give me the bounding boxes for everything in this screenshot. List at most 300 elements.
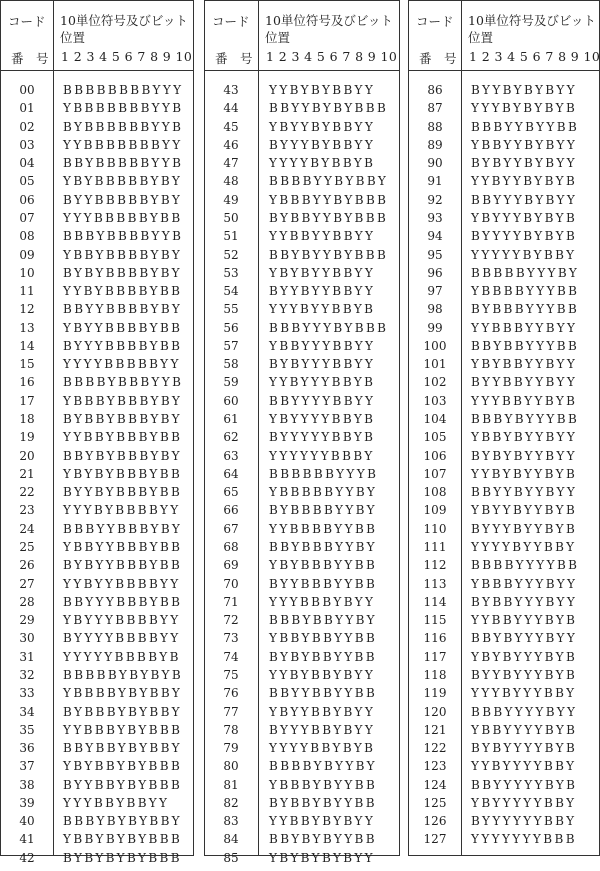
bit-pattern: YBYYYBBBBYY <box>63 613 181 628</box>
table-row <box>205 595 399 615</box>
code-number: 36 <box>19 741 35 756</box>
table-row <box>409 339 599 359</box>
table-row <box>1 741 193 761</box>
table-row <box>1 302 193 322</box>
code-table-column-1 <box>0 0 194 865</box>
code-number: 109 <box>423 503 447 518</box>
code-number: 23 <box>19 503 35 518</box>
bit-pattern: BBYBBYBYBBY <box>63 741 182 756</box>
bit-pattern: BBBYBYYYBB <box>471 412 580 427</box>
code-number: 75 <box>223 667 239 682</box>
table-row <box>1 467 193 487</box>
number-header: 番 号 <box>215 51 253 66</box>
code-number: 68 <box>223 540 239 554</box>
table-row <box>205 101 399 121</box>
code-number: 124 <box>423 777 447 792</box>
code-number: 115 <box>423 613 447 628</box>
unit-code-title: 10単位符号及びビット 位置 <box>265 13 393 45</box>
code-number: 105 <box>423 430 447 445</box>
code-number: 123 <box>423 759 447 774</box>
bit-pattern: YBYYYYYBBY <box>471 795 577 810</box>
bit-pattern: YBBYBBBBYBY <box>63 247 183 262</box>
table-row <box>1 668 193 688</box>
code-number: 104 <box>423 412 447 427</box>
bit-pattern: BBBBBBBBYYY <box>63 83 184 97</box>
code-number: 45 <box>223 119 239 134</box>
code-number: 76 <box>223 686 239 701</box>
bit-pattern: YBYYYBYBYB <box>471 210 578 225</box>
table-row <box>1 759 193 779</box>
bit-pattern: YBBBBBBBYYB <box>63 101 184 116</box>
code-number: 57 <box>223 338 239 353</box>
table-row <box>409 540 599 560</box>
table-row <box>409 248 599 268</box>
code-number: 14 <box>19 338 35 353</box>
table-row <box>205 394 399 414</box>
code-number: 95 <box>427 247 443 262</box>
table-row <box>205 759 399 779</box>
code-number: 126 <box>423 814 447 829</box>
bit-pattern: BYYBYYYBYB <box>471 667 578 682</box>
table-row <box>409 174 599 194</box>
table-row <box>205 613 399 633</box>
code-number: 32 <box>19 667 35 682</box>
table-row <box>1 796 193 816</box>
code-number: 97 <box>427 284 443 299</box>
code-number: 19 <box>19 430 35 445</box>
table-row <box>205 650 399 670</box>
table-row <box>205 631 399 651</box>
bit-pattern: BYYYBYYBYB <box>471 521 578 536</box>
code-number: 69 <box>223 558 239 573</box>
table-row <box>205 796 399 816</box>
table-row <box>205 430 399 450</box>
bit-pattern: BBYYBYYBYY <box>471 485 578 500</box>
bit-pattern: YBBBYYYBYY <box>471 576 578 591</box>
code-number: 110 <box>423 521 447 536</box>
table-row <box>1 339 193 359</box>
bit-pattern: BYBBYBBBYBY <box>63 412 182 427</box>
bit-pattern: YBYBYYYBYB <box>471 649 578 664</box>
table-row <box>409 138 599 158</box>
code-number: 46 <box>223 137 239 152</box>
code-number: 103 <box>423 393 447 408</box>
table-row <box>409 723 599 743</box>
table-row <box>409 778 599 798</box>
bit-pattern: YYYBBBYBYY <box>269 594 376 609</box>
bit-pattern: YYBBYYBBYY <box>269 229 376 244</box>
code-number: 65 <box>223 485 239 500</box>
bit-pattern: BBYYBBBBYBY <box>63 302 183 317</box>
table-row <box>409 430 599 450</box>
bit-pattern: BBYBBBYYBY <box>269 540 377 554</box>
bit-pattern: YBBBBYYYBB <box>471 284 580 299</box>
table-row <box>409 467 599 487</box>
table-row <box>1 321 193 341</box>
bit-pattern: YYYYBYYBBY <box>471 540 577 554</box>
bit-pattern: YYBYBBBBYBB <box>63 284 183 299</box>
code-number: 50 <box>223 210 239 225</box>
code-number: 113 <box>423 576 447 591</box>
bit-pattern: YYYYYBYBBY <box>471 247 577 262</box>
table-row <box>1 631 193 651</box>
code-number: 22 <box>19 485 35 500</box>
bit-pattern: YYYBBBBBYBB <box>63 210 183 225</box>
code-number: 78 <box>223 722 239 737</box>
bit-pattern: BBBYYYBYBBB <box>269 320 389 335</box>
code-number: 61 <box>223 412 239 427</box>
code-number: 96 <box>427 265 443 280</box>
code-number: 11 <box>19 284 35 299</box>
table-row <box>409 814 599 834</box>
code-number: 80 <box>223 759 239 774</box>
table-row <box>409 631 599 651</box>
table-row <box>1 485 193 505</box>
table-row <box>409 759 599 779</box>
bit-pattern: BBYYBYBYBBB <box>269 101 389 116</box>
table-row <box>205 138 399 158</box>
bit-pattern: YBYBYBYBYY <box>269 850 375 865</box>
unit-code-title: 10単位符号及びビット 位置 <box>468 13 596 45</box>
code-number: 51 <box>223 229 239 244</box>
code-number: 82 <box>223 795 239 810</box>
code-number: 73 <box>223 631 239 646</box>
bit-pattern: YYYBYBBBBYY <box>63 503 181 518</box>
table-row <box>205 832 399 852</box>
code-number: 56 <box>223 320 239 335</box>
code-number: 25 <box>19 540 35 554</box>
table-row <box>1 229 193 249</box>
bit-pattern: YBYBYBBBYBB <box>63 466 183 481</box>
code-number: 07 <box>19 210 35 225</box>
bit-pattern: YYBBBYYBYY <box>471 320 578 335</box>
code-header: コード <box>8 14 46 29</box>
code-number: 17 <box>19 393 35 408</box>
bit-pattern: BBYYYBYBYY <box>471 192 578 207</box>
bit-pattern: BBBBBYYYBY <box>471 265 580 280</box>
code-header: コード <box>212 14 250 29</box>
code-number: 83 <box>223 814 239 829</box>
bit-pattern: BBBYYYYBYY <box>471 704 578 719</box>
code-number: 77 <box>223 704 239 719</box>
table-row <box>409 668 599 688</box>
code-number: 00 <box>19 83 35 97</box>
bit-pattern: YYBYBBYBYY <box>269 667 376 682</box>
bit-pattern: YYBYBYYBYB <box>471 466 578 481</box>
table-row <box>205 83 399 103</box>
code-number: 55 <box>223 302 239 317</box>
code-number: 24 <box>19 521 35 536</box>
table-row <box>1 851 193 871</box>
table-row <box>1 540 193 560</box>
table-row <box>205 467 399 487</box>
table-row <box>205 156 399 176</box>
bit-pattern: BYYBBYYBYY <box>471 375 578 390</box>
bit-pattern: BYYYYYBBYB <box>269 430 376 445</box>
bit-pattern: YYBYYBYBYB <box>471 174 578 189</box>
bit-pattern: BBBBYBYYBY <box>269 759 377 774</box>
table-row <box>1 375 193 395</box>
bit-pattern: BYYBYYBBYY <box>269 284 376 299</box>
table-row <box>409 741 599 761</box>
bit-pattern: BYYBBYBYBBB <box>63 777 183 792</box>
bit-pattern: YYBBYYYBYB <box>471 613 578 628</box>
code-number: 37 <box>19 759 35 774</box>
bit-pattern: BYBYBBYYBB <box>269 649 377 664</box>
code-number: 74 <box>223 649 239 664</box>
table-row <box>205 193 399 213</box>
bit-pattern: YYBYYYYBBY <box>471 759 577 774</box>
code-number: 27 <box>19 576 35 591</box>
table-row <box>205 266 399 286</box>
bit-pattern: YBYYBBBBYBB <box>63 320 183 335</box>
code-number: 108 <box>423 485 447 500</box>
bit-pattern: YYYBYYYBBY <box>471 686 577 701</box>
code-number: 86 <box>427 83 443 97</box>
table-row <box>1 138 193 158</box>
bit-pattern: BYBBYYYBYY <box>471 594 578 609</box>
code-number: 79 <box>223 741 239 756</box>
table-row <box>1 248 193 268</box>
code-number: 67 <box>223 521 239 536</box>
table-row <box>409 522 599 542</box>
bit-pattern: YBBYBBYYBB <box>269 631 378 646</box>
bit-pattern: BYBYBYBYBBB <box>63 850 182 865</box>
table-row <box>1 430 193 450</box>
bit-pattern: YYYBBYYBYB <box>471 393 578 408</box>
code-number: 35 <box>19 722 35 737</box>
bit-pattern: YBYBBBBBYBY <box>63 174 183 189</box>
table-row <box>409 503 599 523</box>
code-number: 26 <box>19 558 35 573</box>
table-row <box>1 120 193 140</box>
code-number: 107 <box>423 466 447 481</box>
table-row <box>1 686 193 706</box>
code-number: 85 <box>223 850 239 865</box>
code-number: 42 <box>19 850 35 865</box>
table-row <box>409 120 599 140</box>
table-row <box>1 558 193 578</box>
table-row <box>409 266 599 286</box>
table-row <box>1 284 193 304</box>
code-number: 92 <box>427 192 443 207</box>
table-row <box>205 449 399 469</box>
bit-pattern: YYBBBYBYBBB <box>63 722 183 737</box>
bit-pattern: BBYBYBBBYBY <box>63 448 182 463</box>
code-number: 43 <box>223 83 239 97</box>
bit-pattern: YYBYYBBBBYY <box>63 576 181 591</box>
bit-pattern: YYYYYYYBBB <box>471 832 577 847</box>
bit-pattern: YBBBBBYYBY <box>269 485 378 500</box>
bit-pattern: YBYYBBYBYY <box>269 704 376 719</box>
table-row <box>205 284 399 304</box>
code-number: 88 <box>427 119 443 134</box>
code-number: 90 <box>427 156 443 171</box>
code-number: 44 <box>223 101 239 116</box>
table-row <box>205 120 399 140</box>
code-number: 47 <box>223 156 239 171</box>
bit-pattern: YBBBYBYYBB <box>269 777 378 792</box>
bit-pattern: BYYBYBBBYBB <box>63 485 183 500</box>
bit-pattern: BBBBBYBYBYB <box>63 667 184 682</box>
code-number: 48 <box>223 174 239 189</box>
code-number: 70 <box>223 576 239 591</box>
bit-pattern: YYBYBYBBYY <box>269 83 376 97</box>
code-number: 54 <box>223 284 239 299</box>
table-row <box>409 485 599 505</box>
bit-pattern: BYBBBYBYBBY <box>63 704 182 719</box>
code-number: 98 <box>427 302 443 317</box>
bit-pattern: YBBBYBBBYBY <box>63 393 183 408</box>
bit-pattern: BBYBBBBBYYB <box>63 156 184 171</box>
code-number: 20 <box>19 448 35 463</box>
code-number: 58 <box>223 357 239 372</box>
code-number: 64 <box>223 466 239 481</box>
code-number: 18 <box>19 412 35 427</box>
table-row <box>205 211 399 231</box>
bit-pattern: YBYBBYYBYY <box>471 357 578 372</box>
code-number: 53 <box>223 265 239 280</box>
table-row <box>1 156 193 176</box>
bit-pattern: BYBBBBYYBY <box>269 503 377 518</box>
bit-positions-header: 1 2 3 4 5 6 7 8 9 10 <box>266 49 398 64</box>
code-number: 38 <box>19 777 35 792</box>
bit-pattern: YBBYYBYBYY <box>471 137 578 152</box>
bit-pattern: BYBYYYBBYY <box>269 357 376 372</box>
bit-pattern: YYYYBBYBYB <box>269 741 376 756</box>
table-row <box>409 595 599 615</box>
table-row <box>205 851 399 871</box>
code-number: 111 <box>423 540 447 554</box>
code-number: 121 <box>423 722 447 737</box>
code-number: 72 <box>223 613 239 628</box>
table-row <box>205 705 399 725</box>
bit-pattern: YYYBBYBBYY <box>63 795 170 810</box>
code-number: 81 <box>223 777 239 792</box>
table-row <box>205 522 399 542</box>
table-row <box>1 357 193 377</box>
table-row <box>205 577 399 597</box>
table-row <box>1 174 193 194</box>
table-row <box>409 686 599 706</box>
code-number: 59 <box>223 375 239 390</box>
code-number: 33 <box>19 686 35 701</box>
code-number: 94 <box>427 229 443 244</box>
code-number: 112 <box>423 558 447 573</box>
code-number: 15 <box>19 357 35 372</box>
code-number: 106 <box>423 448 447 463</box>
code-number: 29 <box>19 613 35 628</box>
code-number: 13 <box>19 320 35 335</box>
code-number: 118 <box>423 667 447 682</box>
bit-pattern: BBYBYBYYBB <box>269 832 377 847</box>
table-row <box>409 832 599 852</box>
table-row <box>409 284 599 304</box>
code-number: 63 <box>223 448 239 463</box>
bit-pattern: BBYYBBYYBB <box>269 686 378 701</box>
code-number: 62 <box>223 430 239 445</box>
table-row <box>1 193 193 213</box>
bit-pattern: YYBYYYBBYB <box>269 375 376 390</box>
table-row <box>205 741 399 761</box>
code-number: 41 <box>19 832 35 847</box>
bit-pattern: BBBBBBYYYB <box>269 466 379 481</box>
code-number: 28 <box>19 594 35 609</box>
table-row <box>205 814 399 834</box>
bit-pattern: YBBYBYYBYY <box>471 430 578 445</box>
bit-pattern: YBYYBYYBYB <box>471 503 578 518</box>
table-row <box>205 339 399 359</box>
bit-pattern: YBYBBBYYBB <box>269 558 378 573</box>
unit-code-title: 10単位符号及びビット 位置 <box>60 13 188 45</box>
bit-pattern: YBBYYYBBYY <box>269 338 376 353</box>
table-row <box>409 796 599 816</box>
code-number: 60 <box>223 393 239 408</box>
code-number: 122 <box>423 741 447 756</box>
table-row <box>1 522 193 542</box>
bit-pattern: YYYYYYBBBY <box>269 448 375 463</box>
table-row <box>1 778 193 798</box>
bit-pattern: YYBBYBBBYBB <box>63 430 183 445</box>
table-row <box>1 503 193 523</box>
bit-pattern: BYBYYBYBYY <box>471 156 577 171</box>
bit-pattern: YBBBYYBYBBB <box>269 192 389 207</box>
bit-pattern: BYYYBYBBYY <box>269 137 376 152</box>
bit-pattern: BBBBYBBBYYB <box>63 375 184 390</box>
bit-pattern: YBYBYYBBYY <box>269 265 376 280</box>
bit-pattern: YYYBYBYBYB <box>471 101 578 116</box>
bit-pattern: BBBYYBBBYBY <box>63 521 183 536</box>
table-row <box>205 778 399 798</box>
code-number: 119 <box>423 686 447 701</box>
bit-pattern: BBBYBYBYBBY <box>63 814 182 829</box>
code-table-column-2 <box>204 0 400 865</box>
table-row <box>409 357 599 377</box>
bit-pattern: YYYBYYBBYB <box>269 302 376 317</box>
bit-pattern: YYYYBYBBYB <box>269 156 376 171</box>
bit-positions-header: 1 2 3 4 5 6 7 8 9 10 <box>61 49 193 64</box>
table-row <box>1 650 193 670</box>
table-row <box>1 705 193 725</box>
bit-pattern: YBBYBYBYBBB <box>63 832 183 847</box>
bit-pattern: YYBBYBYBYY <box>269 814 376 829</box>
code-number: 16 <box>19 375 35 390</box>
bit-pattern: BBBBYYBYBBY <box>269 174 389 189</box>
table-row <box>1 394 193 414</box>
code-number: 117 <box>423 649 447 664</box>
table-row <box>1 412 193 432</box>
bit-pattern: YBYYYYBBYB <box>269 412 376 427</box>
bit-pattern: BYBYBBBBYBY <box>63 265 182 280</box>
table-row <box>205 686 399 706</box>
table-row <box>205 229 399 249</box>
code-number: 09 <box>19 247 35 262</box>
table-row <box>205 558 399 578</box>
code-number: 102 <box>423 375 447 390</box>
table-row <box>205 503 399 523</box>
table-row <box>1 723 193 743</box>
bit-pattern: BYBBBBBBYYB <box>63 119 184 134</box>
table-row <box>409 375 599 395</box>
table-row <box>205 302 399 322</box>
bit-pattern: BYYYBBYBYY <box>269 722 376 737</box>
table-row <box>1 449 193 469</box>
table-row <box>409 83 599 103</box>
code-number: 31 <box>19 649 35 664</box>
table-row <box>205 375 399 395</box>
bit-pattern: BYYBBBYYBB <box>269 576 378 591</box>
code-number: 04 <box>19 156 35 171</box>
